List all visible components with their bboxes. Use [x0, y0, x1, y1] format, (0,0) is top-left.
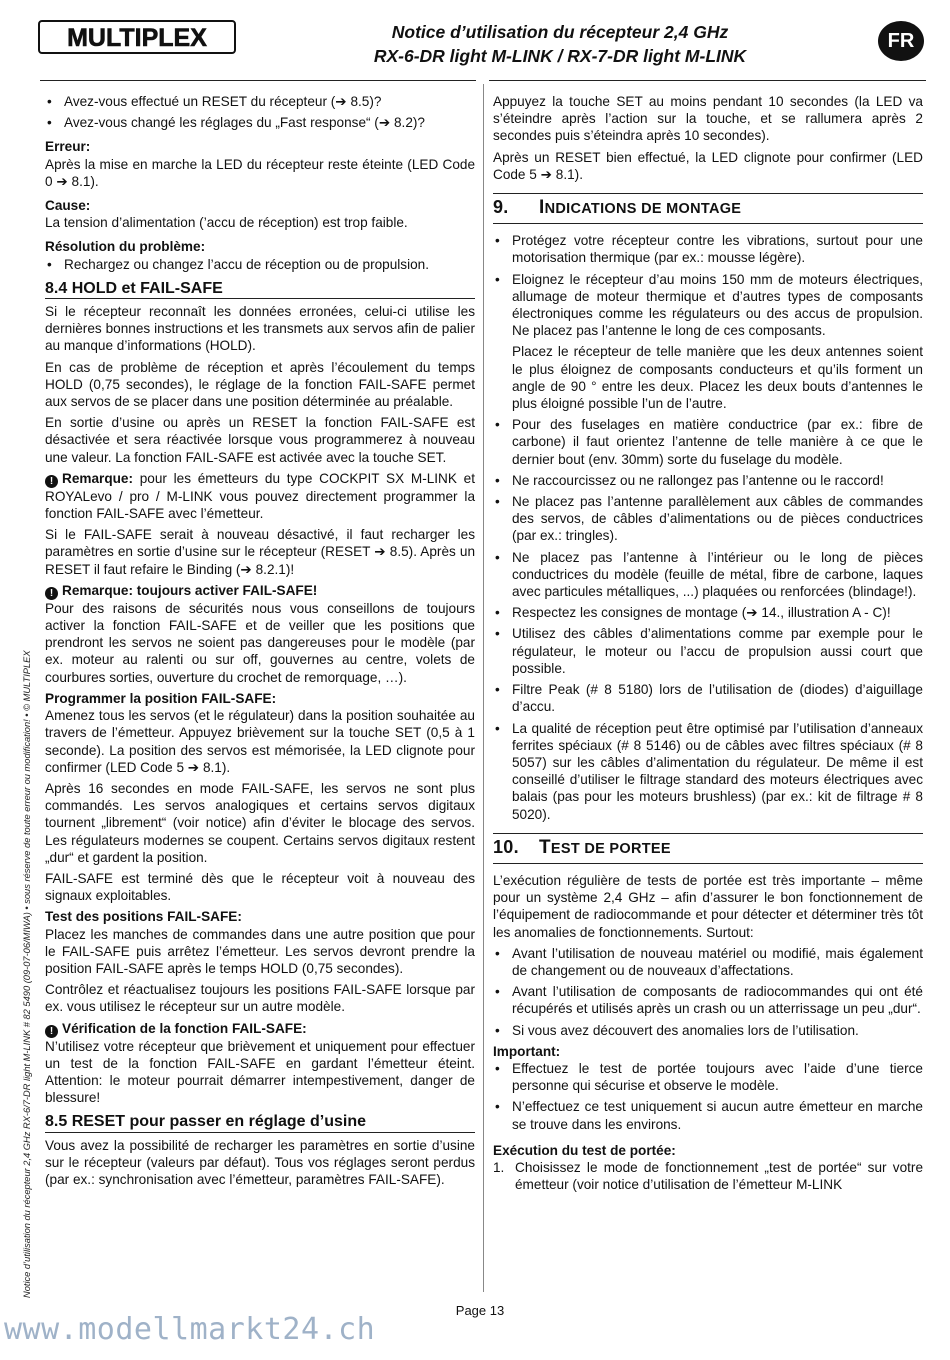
paragraph: FAIL-SAFE est terminé dès que le récepteur voit à nouveau des signaux exploitables. — [45, 870, 475, 904]
list-item: • Ne raccourcissez ou ne rallongez pas l’antenne ou le raccord! — [493, 472, 923, 489]
paragraph: Après un RESET bien effectué, la LED clignote pour confirmer (LED Code 5 ➔ 8.1). — [493, 149, 923, 182]
erreur-text: Après la mise en marche la LED du récepteur reste éteinte (LED Code 0 ➔ 8.1). — [45, 156, 475, 189]
remarque2-label: Remarque: toujours activer FAIL-SAFE! — [62, 582, 318, 598]
section-number: 9. — [493, 197, 509, 218]
list-item: • La qualité de réception peut être optimisé par l’utilisation d’anneaux ferrites spéciaux (# 8 5146) ou de câbles avec filtres spéciaux (# 8 5057) sur les câbles d’alimentation du régulateur. De même il est conseillé d’utiliser le filtrage standard des moteurs électriques avec balais (pas pour les moteurs brushless) (par ex.: kit de filtrage # 8 5020). — [493, 720, 923, 823]
item-text: Choisissez le mode de fonctionnement „test de portée“ sur votre émetteur (voir notice d’utilisation de l’émetteur M-LINK — [515, 1159, 923, 1193]
paragraph: Après 16 secondes en mode FAIL-SAFE, les servos ne sont plus commandés. Les servos analogiques et certains servos digitaux tournent „librement“ (voir notice) afin d’éviter le blocage des servos. Les régulateurs modernes se coupent. Certains servos digitaux restent „dur“ et gardent la position. — [45, 780, 475, 865]
title-line-2: RX-6-DR light M-LINK / RX-7-DR light M-LINK — [373, 46, 747, 66]
watermark: www.modellmarkt24.ch — [4, 1312, 376, 1347]
list-item-continuation: Placez le récepteur de telle manière que les deux antennes soient le plus éloignez de composants conducteurs et qu’ils forment un angle de 90 ° entre les deux. Placez les deux bouts d’antennes le plus éloigné possible l’un de l’autre. — [512, 344, 923, 412]
list-item: • Effectuez le test de portée toujours avec l’aide d’une tierce personne qui sécurise et observe le modèle. — [493, 1060, 923, 1094]
resolution-label: Résolution du problème: — [45, 239, 206, 255]
list-item: • Avant l’utilisation de composants de radiocommandes qui ont été récupérés et utilisés après un crash ou un atterrissage un peu „dur“. — [493, 983, 923, 1017]
list-item: • Respectez les consignes de montage (➔ 14., illustration A - C)! — [493, 604, 923, 621]
verif-label: Vérification de la fonction FAIL-SAFE: — [62, 1020, 307, 1036]
paragraph: N’utilisez votre récepteur que brièvement et uniquement pour effectuer un test de la fonction FAIL-SAFE en gardant l’émetteur éteint. Attention: le moteur pourrait démarrer intempestivement, danger de blessure! — [45, 1038, 475, 1106]
paragraph: Contrôlez et réactualisez toujours les positions FAIL-SAFE lorsque par ex. vous utilisez le récepteur sur un autre modèle. — [45, 982, 475, 1015]
remarque-label: Remarque: — [62, 470, 134, 486]
title-line-1: Notice d’utilisation du récepteur 2,4 GHz — [391, 22, 729, 42]
item-number: 1. — [493, 1159, 505, 1175]
list-item: • Avez-vous effectué un RESET du récepteur (➔ 8.5)? — [45, 93, 475, 110]
paragraph: Appuyez la touche SET au moins pendant 10 secondes (la LED va s’éteindre après l’action sur la touche, et se rallumera après 2 secondes puis s’éteindra après 10 secondes). — [493, 94, 923, 144]
section-heading-8-5: 8.5 RESET pour passer en réglage d’usine — [45, 1113, 475, 1132]
paragraph: Amenez tous les servos (et le régulateur) dans la position souhaitée au travers de l’émetteur. Appuyez brièvement sur la touche SET (0,5 à 1 seconde). La position des servos est mémorisée, la LED clignote pour confirmer (LED Code 5 ➔ 8.1). — [45, 708, 475, 775]
list-item: • Rechargez ou changez l’accu de réception ou de propulsion. — [45, 256, 475, 273]
list-item: • Ne placez pas l’antenne à l’intérieur ou le long de pièces conductrices du modèle (feuille de métal, fibre de carbone, laques avec particules métalliques, ...) plaquées ou renforcées (blindage!). — [493, 549, 923, 601]
section-heading-10 — [493, 833, 923, 864]
list-item: • Eloignez le récepteur d’au moins 150 mm de moteurs électriques, allumage de moteur thermique et d’autres types de composants électroniques comme les régulateurs ou des accus de propulsion. Ne placez pas l’antenne le long de ces composants. — [493, 271, 923, 340]
numbered-item — [493, 1159, 923, 1193]
right-column — [493, 93, 923, 1193]
info-icon: ! — [45, 1025, 58, 1038]
list-item: • N’effectuez ce test uniquement si aucun autre émetteur en marche se trouve dans les environs. — [493, 1098, 923, 1132]
left-column — [45, 93, 475, 1192]
multiplex-logo — [38, 20, 236, 54]
document-title — [300, 20, 820, 68]
list-item: • Filtre Peak (# 8 5180) lors de l’utilisation de (diodes) d’aiguillage d’accu. — [493, 681, 923, 715]
remarque-paragraph — [45, 470, 475, 522]
paragraph: L’exécution régulière de tests de portée est très importante – même pour un système 2,4 GHz – afin d’assurer le bon fonctionnement de l’équipement de radiocommande et pour détecter et déterminer très tôt les anomalies de fonctionnements. Surtout: — [493, 872, 923, 940]
language-badge: FR — [878, 21, 924, 61]
section-heading-9 — [493, 193, 923, 224]
section-number: 10. — [493, 836, 519, 857]
sidebar-imprint: Notice d’utilisation du récepteur 2,4 GHz RX-6/7-DR light M-LINK # 82 5490 (09-07-06/MIWA) • sous réserve de toute erreur ou modification! • © MULTIPLEX — [22, 650, 32, 1298]
paragraph: En cas de problème de réception et après l’écoulement du temps HOLD (0,75 secondes), le réglage de la fonction FAIL-SAFE permet aux servos de se placer dans une position déterminée au préalable. — [45, 359, 475, 410]
execution-label: Exécution du test de portée: — [493, 1142, 676, 1158]
paragraph: Placez les manches de commandes dans une autre position que pour le FAIL-SAFE puis arrêtez l’émetteur. Les servos devront prendre la position FAIL-SAFE après le temps HOLD (0,75 secondes). — [45, 926, 475, 976]
list-item: • Avant l’utilisation de nouveau matériel ou modifié, mais également de changement ou de nouveaux d’affectations. — [493, 945, 923, 979]
cause-text: La tension d’alimentation (’accu de réception) est trop faible. — [45, 215, 408, 231]
paragraph: Pour des raisons de sécurités nous vous conseillons de toujours activer la fonction FAIL-SAFE et de veiller que les positions que prendront les servos ne soient pas dangereuses pour le modèle (par ex. moteur au ralenti ou sur off, gouvernes au centre, volets de courbures sorties, ouverture du crochet de remorquage, …). — [45, 600, 475, 685]
heading-initial: I — [539, 197, 545, 219]
logo-text: MULTIPLEX — [67, 24, 207, 52]
cause-label: Cause: — [45, 198, 91, 214]
list-item: • Pour des fuselages en matière conductrice (par ex.: fibre de carbone) il faut orientez l’antenne de telle manière à ce que le dernier bout (env. 30mm) sorte du fuselage du modèle. — [493, 416, 923, 468]
list-item: • Avez-vous changé les réglages du „Fast response“ (➔ 8.2)? — [45, 114, 475, 131]
heading-rest: NDICATIONS DE MONTAGE — [544, 201, 742, 218]
test-label: Test des positions FAIL-SAFE: — [45, 909, 242, 925]
left-header-rule — [40, 80, 476, 81]
heading-initial: T — [539, 836, 551, 858]
remarque-heading — [45, 582, 475, 600]
section-heading-8-4: 8.4 HOLD et FAIL-SAFE — [45, 280, 475, 299]
erreur-label: Erreur: — [45, 139, 91, 155]
paragraph: Vous avez la possibilité de recharger les paramètres en sortie d’usine sur le récepteur (valeurs par défaut). Tous vos réglages seront perdus (par ex.: synchronisation avec l’émetteur, paramètres FAIL-SAFE). — [45, 1137, 475, 1187]
remarque-text: pour les émetteurs du type COCKPIT SX M-LINK et ROYALevo / pro / M-LINK vous pouvez directement programmer la fonction FAIL-SAFE avec l’émetteur. — [45, 470, 475, 522]
important-label: Important: — [493, 1043, 561, 1059]
list-item: • Si vous avez découvert des anomalies lors de l’utilisation. — [493, 1022, 923, 1039]
list-item: • Protégez votre récepteur contre les vibrations, surtout pour une motorisation thermique (par ex.: mousse légère). — [493, 232, 923, 266]
list-item: • Utilisez des câbles d’alimentations comme par exemple pour le régulateur, le moteur ou l’accu de propulsion aussi court que possible. — [493, 625, 923, 677]
paragraph: En sortie d’usine ou après un RESET la fonction FAIL-SAFE est désactivée et sera réactivée lorsque vous programmerez à nouveau une valeur. La fonction FAIL-SAFE est activée avec la touche SET. — [45, 415, 475, 465]
info-icon: ! — [45, 587, 58, 600]
paragraph: Si le FAIL-SAFE serait à nouveau désactivé, il faut recharger les paramètres en sortie d’usine sur le récepteur (RESET ➔ 8.5). Après un RESET il faut refaire le Binding (➔ 8.2.1)! — [45, 527, 475, 577]
paragraph: Si le récepteur reconnaît les données erronées, celui-ci utilise les dernières bonnes instructions et les transmets aux servos afin de palier au manque d’informations (HOLD). — [45, 304, 475, 354]
prog-label: Programmer la position FAIL-SAFE: — [45, 690, 277, 706]
right-header-rule — [489, 80, 926, 81]
column-divider — [483, 84, 484, 1292]
info-icon: ! — [45, 475, 58, 488]
page-number: Page 13 — [455, 1303, 505, 1318]
list-item: • Ne placez pas l’antenne parallèlement aux câbles de commandes des servos, de câbles d’alimentations ou de pièces conductrices (par ex.: tringles). — [493, 493, 923, 545]
heading-rest: EST DE PORTEE — [550, 840, 671, 857]
verif-heading — [45, 1020, 475, 1038]
